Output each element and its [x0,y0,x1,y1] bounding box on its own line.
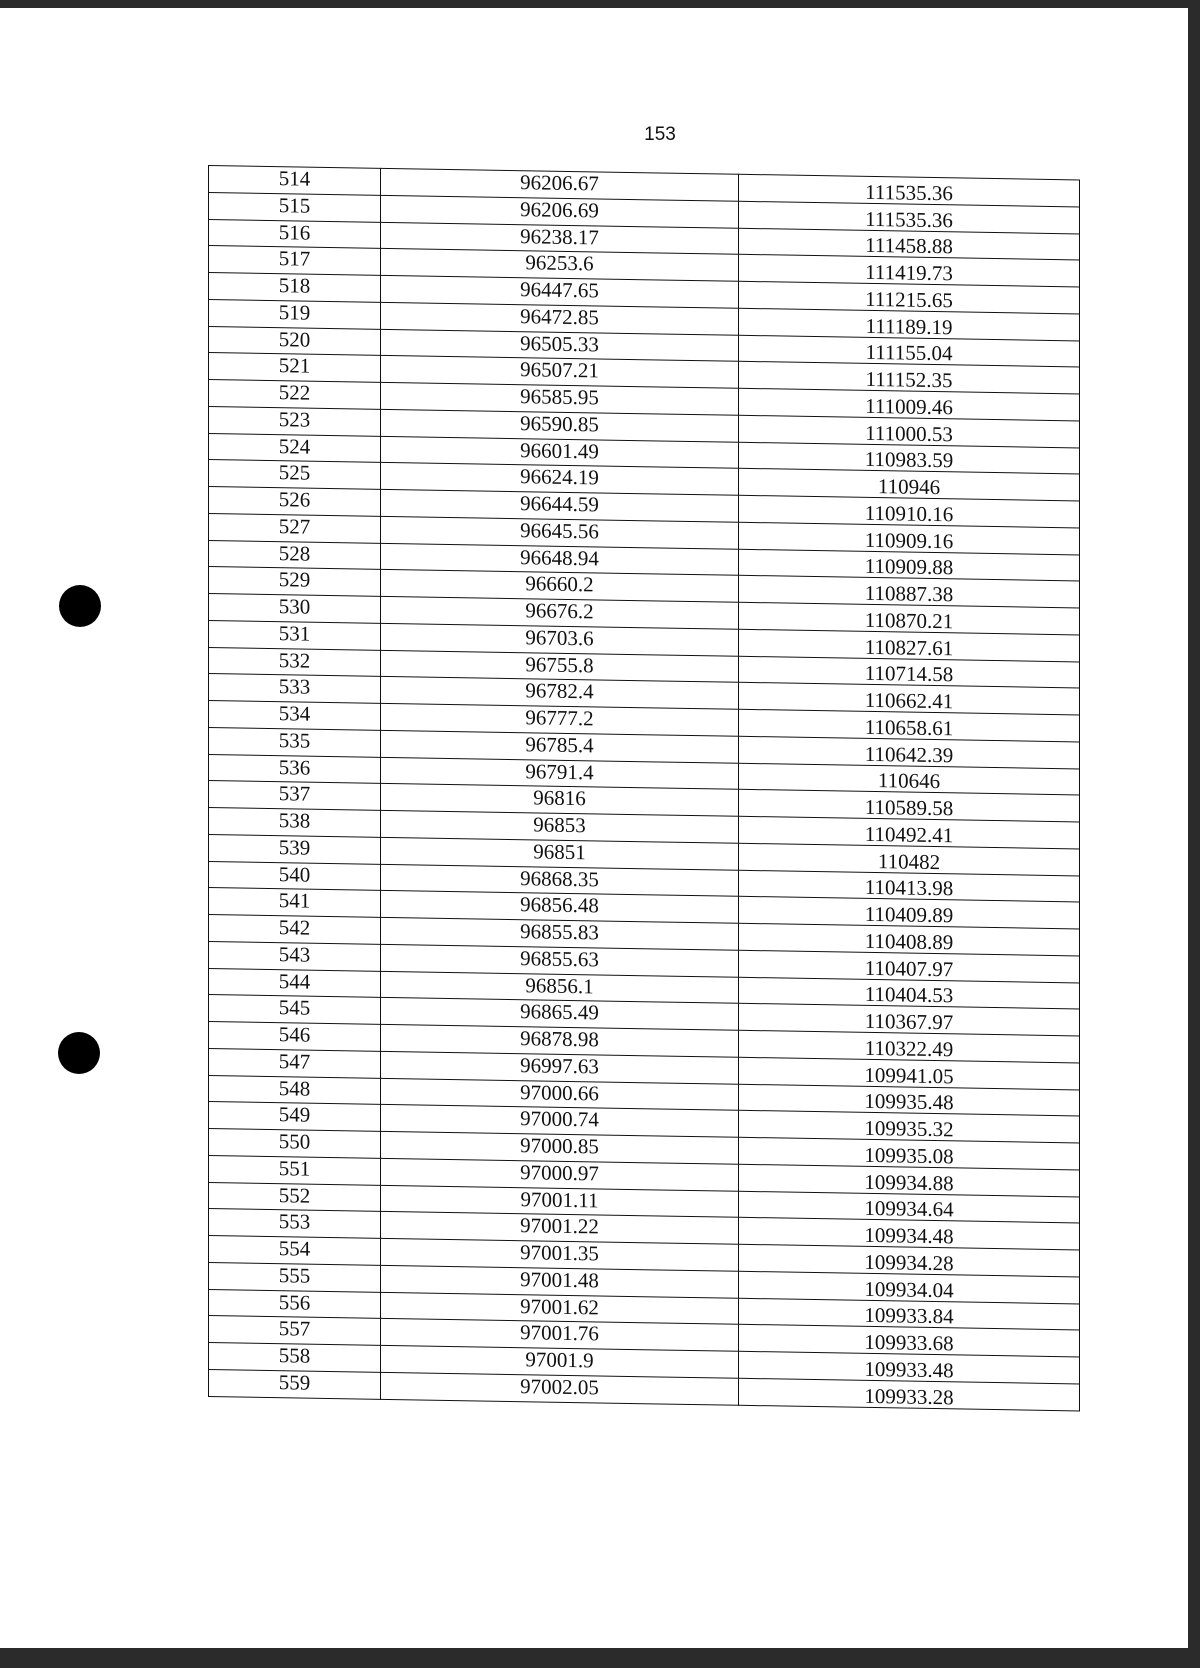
y-coordinate-cell: 109934.88 [739,1164,1080,1196]
x-coordinate-cell: 97001.9 [381,1345,739,1378]
y-coordinate-cell: 111535.36 [739,201,1080,233]
point-number-cell: 539 [209,834,381,864]
point-number-cell: 515 [209,192,381,222]
point-number-cell: 538 [209,808,381,838]
x-coordinate-cell: 96601.49 [381,436,739,469]
point-number-cell: 537 [209,781,381,811]
y-coordinate-cell: 109933.28 [739,1378,1080,1410]
y-coordinate-cell: 109933.48 [739,1351,1080,1383]
point-number-cell: 552 [209,1182,381,1212]
x-coordinate-cell: 96644.59 [381,489,739,522]
y-coordinate-cell: 111215.65 [739,281,1080,313]
x-coordinate-cell: 96755.8 [381,650,739,683]
x-coordinate-cell: 96791.4 [381,757,739,790]
y-coordinate-cell: 110492.41 [739,816,1080,848]
x-coordinate-cell: 97001.22 [381,1212,739,1245]
y-coordinate-cell: 110367.97 [739,1004,1080,1036]
x-coordinate-cell: 96855.63 [381,944,739,977]
y-coordinate-cell: 111152.35 [739,362,1080,394]
x-coordinate-cell: 96785.4 [381,730,739,763]
y-coordinate-cell: 109935.32 [739,1111,1080,1143]
x-coordinate-cell: 97001.11 [381,1185,739,1218]
point-number-cell: 553 [209,1209,381,1239]
y-coordinate-cell: 111458.88 [739,228,1080,260]
y-coordinate-cell: 111189.19 [739,308,1080,340]
y-coordinate-cell: 110662.41 [739,683,1080,715]
y-coordinate-cell: 110408.89 [739,923,1080,955]
x-coordinate-cell: 96660.2 [381,570,739,603]
page-number: 153 [644,124,676,145]
x-coordinate-cell: 97001.76 [381,1319,739,1352]
x-coordinate-cell: 96816 [381,784,739,817]
y-coordinate-cell: 109934.28 [739,1244,1080,1276]
x-coordinate-cell: 97000.66 [381,1078,739,1111]
x-coordinate-cell: 96206.67 [381,168,739,201]
y-coordinate-cell: 110642.39 [739,736,1080,768]
point-number-cell: 527 [209,513,381,543]
x-coordinate-cell: 96851 [381,837,739,870]
point-number-cell: 519 [209,299,381,329]
point-number-cell: 542 [209,915,381,945]
point-number-cell: 518 [209,273,381,303]
y-coordinate-cell: 109933.68 [739,1325,1080,1357]
point-number-cell: 534 [209,701,381,731]
document-page [0,8,1188,1648]
x-coordinate-cell: 96585.95 [381,382,739,415]
point-number-cell: 550 [209,1129,381,1159]
y-coordinate-cell: 110946 [739,469,1080,501]
y-coordinate-cell: 111155.04 [739,335,1080,367]
point-number-cell: 517 [209,246,381,276]
point-number-cell: 545 [209,995,381,1025]
x-coordinate-cell: 96676.2 [381,596,739,629]
punch-hole [59,585,101,627]
point-number-cell: 549 [209,1102,381,1132]
y-coordinate-cell: 110910.16 [739,495,1080,527]
x-coordinate-cell: 97000.97 [381,1158,739,1191]
y-coordinate-cell: 110646 [739,763,1080,795]
x-coordinate-cell: 96856.48 [381,891,739,924]
y-coordinate-cell: 110909.88 [739,549,1080,581]
point-number-cell: 557 [209,1316,381,1346]
y-coordinate-cell: 111419.73 [739,255,1080,287]
x-coordinate-cell: 96590.85 [381,409,739,442]
point-number-cell: 547 [209,1048,381,1078]
point-number-cell: 531 [209,620,381,650]
point-number-cell: 516 [209,219,381,249]
x-coordinate-cell: 96447.65 [381,275,739,308]
point-number-cell: 528 [209,540,381,570]
point-number-cell: 541 [209,888,381,918]
y-coordinate-cell: 111009.46 [739,388,1080,420]
y-coordinate-cell: 109934.64 [739,1191,1080,1223]
point-number-cell: 522 [209,380,381,410]
y-coordinate-cell: 109933.84 [739,1298,1080,1330]
point-number-cell: 524 [209,433,381,463]
x-coordinate-cell: 96855.83 [381,917,739,950]
y-coordinate-cell: 110482 [739,843,1080,875]
x-coordinate-cell: 97001.48 [381,1265,739,1298]
x-coordinate-cell: 96472.85 [381,302,739,335]
x-coordinate-cell: 96645.56 [381,516,739,549]
x-coordinate-cell: 96853 [381,810,739,843]
y-coordinate-cell: 109935.08 [739,1137,1080,1169]
y-coordinate-cell: 110909.16 [739,522,1080,554]
point-number-cell: 555 [209,1262,381,1292]
x-coordinate-cell: 96777.2 [381,703,739,736]
x-coordinate-cell: 97002.05 [381,1372,739,1405]
point-number-cell: 554 [209,1236,381,1266]
point-number-cell: 526 [209,487,381,517]
x-coordinate-cell: 97000.74 [381,1105,739,1138]
point-number-cell: 529 [209,567,381,597]
point-number-cell: 544 [209,968,381,998]
x-coordinate-cell: 96238.17 [381,222,739,255]
x-coordinate-cell: 96507.21 [381,356,739,389]
x-coordinate-cell: 96865.49 [381,998,739,1031]
coordinates-table [208,165,1080,1411]
point-number-cell: 535 [209,727,381,757]
point-number-cell: 514 [209,166,381,196]
point-number-cell: 558 [209,1343,381,1373]
point-number-cell: 540 [209,861,381,891]
y-coordinate-cell: 110413.98 [739,870,1080,902]
x-coordinate-cell: 96868.35 [381,864,739,897]
x-coordinate-cell: 96648.94 [381,543,739,576]
x-coordinate-cell: 96505.33 [381,329,739,362]
y-coordinate-cell: 109934.04 [739,1271,1080,1303]
y-coordinate-cell: 110827.61 [739,629,1080,661]
x-coordinate-cell: 97001.35 [381,1238,739,1271]
y-coordinate-cell: 111535.36 [739,174,1080,206]
point-number-cell: 548 [209,1075,381,1105]
y-coordinate-cell: 111000.53 [739,415,1080,447]
x-coordinate-cell: 97000.85 [381,1131,739,1164]
x-coordinate-cell: 96878.98 [381,1024,739,1057]
point-number-cell: 523 [209,406,381,436]
x-coordinate-cell: 96782.4 [381,677,739,710]
point-number-cell: 551 [209,1155,381,1185]
y-coordinate-cell: 109935.48 [739,1084,1080,1116]
y-coordinate-cell: 110589.58 [739,790,1080,822]
coordinates-table-wrapper [208,165,1079,1411]
x-coordinate-cell: 96253.6 [381,249,739,282]
y-coordinate-cell: 109941.05 [739,1057,1080,1089]
x-coordinate-cell: 96703.6 [381,623,739,656]
y-coordinate-cell: 110404.53 [739,977,1080,1009]
x-coordinate-cell: 96206.69 [381,195,739,228]
point-number-cell: 530 [209,594,381,624]
point-number-cell: 520 [209,326,381,356]
y-coordinate-cell: 110322.49 [739,1030,1080,1062]
point-number-cell: 533 [209,674,381,704]
y-coordinate-cell: 110983.59 [739,442,1080,474]
y-coordinate-cell: 110409.89 [739,897,1080,929]
point-number-cell: 532 [209,647,381,677]
x-coordinate-cell: 96856.1 [381,971,739,1004]
y-coordinate-cell: 109934.48 [739,1218,1080,1250]
y-coordinate-cell: 110407.97 [739,950,1080,982]
point-number-cell: 543 [209,941,381,971]
y-coordinate-cell: 110714.58 [739,656,1080,688]
point-number-cell: 546 [209,1022,381,1052]
punch-hole [58,1032,100,1074]
y-coordinate-cell: 110870.21 [739,602,1080,634]
y-coordinate-cell: 110887.38 [739,576,1080,608]
point-number-cell: 521 [209,353,381,383]
x-coordinate-cell: 97001.62 [381,1292,739,1325]
y-coordinate-cell: 110658.61 [739,709,1080,741]
x-coordinate-cell: 96997.63 [381,1051,739,1084]
point-number-cell: 556 [209,1289,381,1319]
x-coordinate-cell: 96624.19 [381,463,739,496]
point-number-cell: 525 [209,460,381,490]
point-number-cell: 536 [209,754,381,784]
table-body [209,166,1080,1411]
point-number-cell: 559 [209,1369,381,1399]
